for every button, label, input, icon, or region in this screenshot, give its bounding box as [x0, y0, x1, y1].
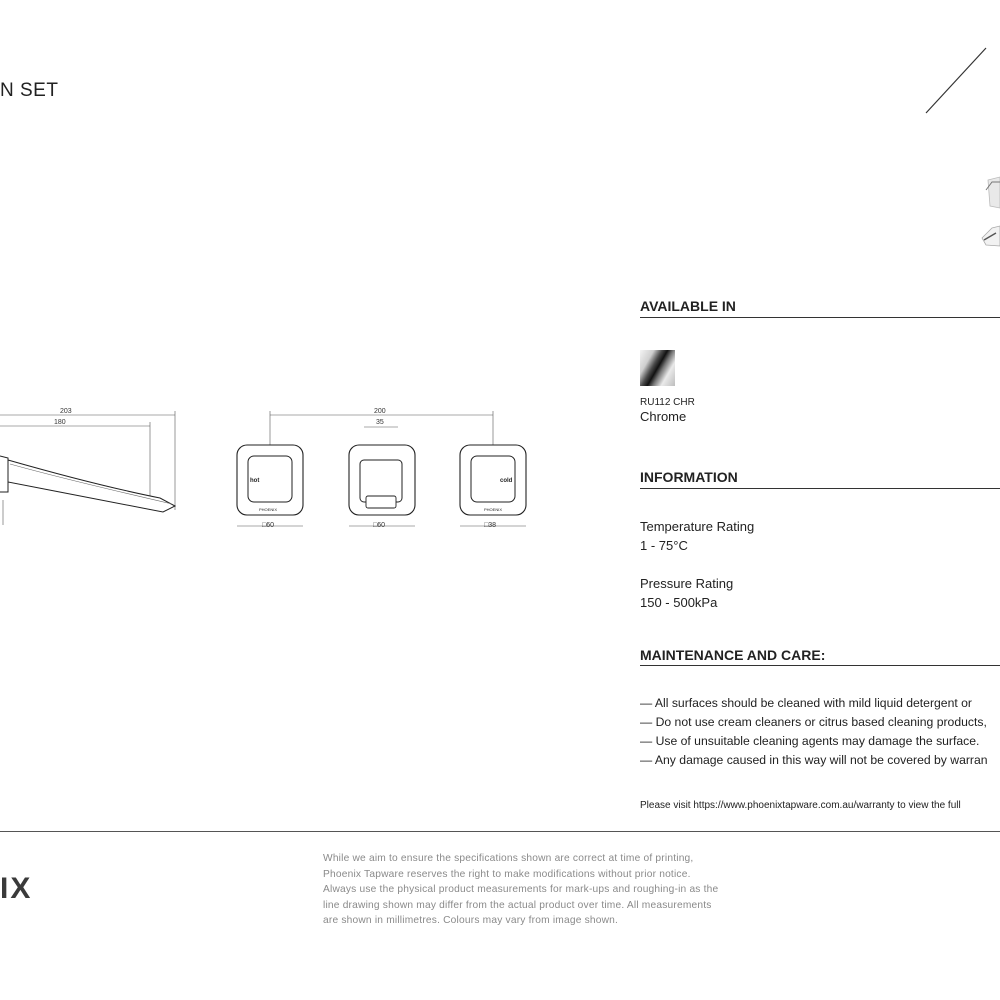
- wall-flange: [0, 456, 8, 492]
- available-heading: AVAILABLE IN: [640, 298, 736, 314]
- section-divider: [640, 488, 1000, 489]
- plate-brand: PHOENIX: [484, 507, 503, 512]
- disclaimer-line: Always use the physical product measurements for mark-ups and roughing-in as the: [323, 884, 719, 895]
- pressure-value: 150 - 500kPa: [640, 595, 718, 610]
- hot-label: hot: [250, 478, 260, 484]
- page-title: N SET: [0, 80, 59, 101]
- disclaimer-line: line drawing shown may differ from the actual product over time. All measurements: [323, 899, 712, 911]
- finish-code: RU112 CHR: [640, 397, 695, 408]
- pressure-label: Pressure Rating: [640, 576, 734, 591]
- dim-plate-cold: □38: [484, 522, 497, 529]
- section-divider: [640, 665, 1000, 666]
- technical-drawing: [0, 400, 540, 540]
- maintenance-item: — All surfaces should be cleaned with mild liquid detergent or: [640, 696, 972, 710]
- dim-plate-mid: □60: [373, 522, 386, 529]
- maintenance-item: — Do not use cream cleaners or citrus based cleaning products,: [640, 715, 987, 729]
- finish-name: Chrome: [640, 409, 687, 424]
- disclaimer-line: are shown in millimetres. Colours may vary from image shown.: [323, 915, 619, 926]
- section-divider: [640, 317, 1000, 318]
- dim-spout-inner: 180: [54, 419, 66, 426]
- dim-spindle: 35: [376, 419, 384, 426]
- plate-brand: PHOENIX: [259, 507, 278, 512]
- disclaimer-line: While we aim to ensure the specifications shown are correct at time of printing,: [323, 853, 694, 864]
- dim-spout-overall: 203: [60, 408, 72, 415]
- chrome-swatch: [640, 350, 675, 386]
- warranty-note: Please visit https://www.phoenixtapware.com.au/warranty to view the full: [640, 800, 961, 811]
- maintenance-heading: MAINTENANCE AND CARE:: [640, 647, 826, 663]
- information-heading: INFORMATION: [640, 469, 738, 485]
- dim-plate-span: 200: [374, 408, 386, 415]
- disclaimer-line: Phoenix Tapware reserves the right to make modifications without prior notice.: [323, 868, 691, 880]
- disclaimer: [323, 851, 753, 929]
- product-image: [920, 40, 1000, 260]
- temperature-value: 1 - 75°C: [640, 538, 688, 553]
- footer-divider: [0, 831, 1000, 832]
- dim-plate-hot: □60: [262, 522, 275, 529]
- temperature-label: Temperature Rating: [640, 519, 755, 534]
- cold-label: cold: [500, 478, 513, 484]
- brand-logo: IX: [0, 872, 33, 905]
- maintenance-item: — Use of unsuitable cleaning agents may damage the surface.: [640, 734, 980, 748]
- maintenance-item: — Any damage caused in this way will not be covered by warran: [640, 753, 988, 767]
